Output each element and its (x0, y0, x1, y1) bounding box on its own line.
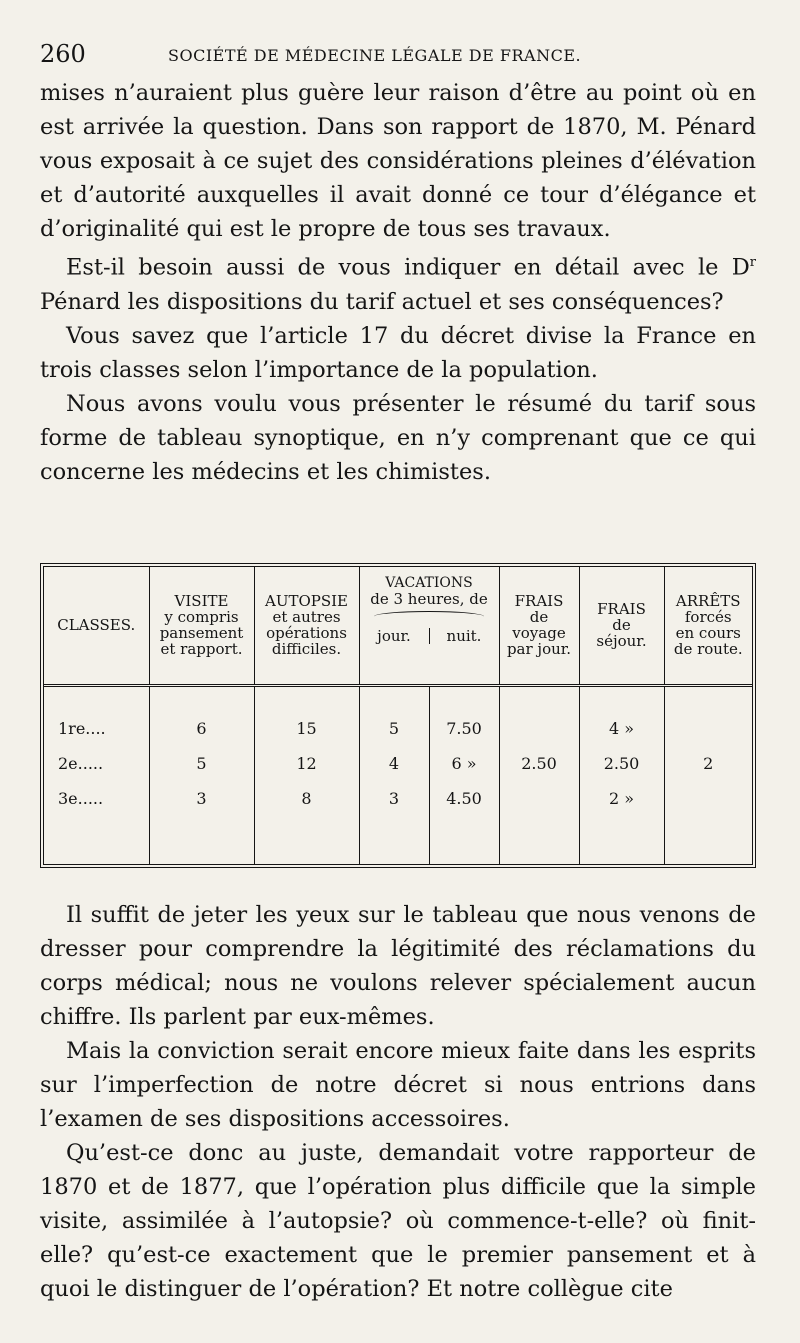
header-frais-sejour: FRAIS de séjour. (579, 567, 664, 685)
paragraph-text: Pénard les dispositions du tarif actuel et ses conséquences? (40, 288, 724, 315)
cell-jour: 3 (359, 781, 429, 816)
cell-visite: 5 (149, 746, 254, 781)
table-row (44, 746, 752, 781)
tariff-table-grid (44, 567, 752, 864)
header-autopsie: AUTOPSIE et autres opérations difficiles. (254, 567, 359, 685)
table-row (44, 781, 752, 816)
cell-arrets (664, 711, 752, 746)
cell-visite: 6 (149, 711, 254, 746)
page-header (40, 40, 760, 74)
header-nuit: nuit. (429, 628, 499, 644)
paragraph: Nous avons voulu vous présenter le résumé du tarif sous forme de tableau synoptique, en n’y comprenant que ce qui concerne les médecins et les chimistes. (40, 390, 756, 485)
paragraph (40, 246, 756, 319)
paragraph: Vous savez que l’article 17 du décret divise la France en trois classes selon l’importance de la population. (40, 322, 756, 383)
paragraph: Il suffit de jeter les yeux sur le tableau que nous venons de dresser pour comprendre la légitimité des réclamations du corps médical; nous ne voulons relever spécialement aucun chiffre. Ils parlent par eux-mêmes. (40, 902, 756, 1030)
header-vacations: VACATIONS de 3 heures, de jour. nuit. (359, 567, 499, 685)
cell-arrets (664, 781, 752, 816)
brace-divider (374, 611, 484, 622)
cell-autopsie: 15 (254, 711, 359, 746)
header-visite: VISITE y compris pansement et rapport. (149, 567, 254, 685)
cell-nuit: 4.50 (429, 781, 499, 816)
cell-autopsie: 12 (254, 746, 359, 781)
header-arrets: ARRÊTS forcés en cours de route. (664, 567, 752, 685)
header-classes: CLASSES. (44, 567, 149, 685)
cell-class: 3e..... (44, 781, 149, 816)
paragraph-text: Est-il besoin aussi de vous indiquer en détail avec le D (66, 254, 750, 281)
cell-jour: 4 (359, 746, 429, 781)
cell-voyage (499, 781, 579, 816)
cell-class: 1re.... (44, 711, 149, 746)
paragraph: Mais la conviction serait encore mieux faite dans les esprits sur l’imperfection de notre décret si nous entrions dans l’examen de ses dispositions accessoires. (40, 1038, 756, 1132)
cell-arrets: 2 (703, 754, 714, 774)
cell-autopsie: 8 (254, 781, 359, 816)
cell-class: 2e..... (44, 746, 149, 781)
cell-voyage (499, 711, 579, 746)
cell-nuit: 7.50 (429, 711, 499, 746)
cell-visite: 3 (149, 781, 254, 816)
cell-jour: 5 (359, 711, 429, 746)
cell-voyage: 2.50 (499, 746, 579, 781)
cell-sejour: 4 » (579, 711, 664, 746)
running-title: SOCIÉTÉ DE MÉDECINE LÉGALE DE FRANCE. (168, 46, 582, 65)
header-frais-voyage: FRAIS de voyage par jour. (499, 567, 579, 685)
cell-sejour: 2.50 (579, 746, 664, 781)
paragraph: Qu’est-ce donc au juste, demandait votre rapporteur de 1870 et de 1877, que l’opération plus difficile que la simple visite, assimilée à l’autopsie? où commence-t-elle? où finit-elle? qu’est-ce exactement que le premier pansement et à quoi le distinguer de l’opération? Et notre collègue cite (40, 1140, 756, 1302)
paragraph: mises n’auraient plus guère leur raison d’être au point où en est arrivée la question. Dans son rapport de 1870, M. Pénard vous exposait à ce sujet des considérations pleines d’élévation et d’autorité auxquelles il avait donné ce tour d’élégance et d’originalité qui est le propre de tous ses travaux. (40, 80, 756, 242)
page-number: 260 (40, 40, 86, 68)
header-jour: jour. (377, 627, 411, 645)
cell-nuit: 6 » (429, 746, 499, 781)
text-block-bottom (40, 898, 756, 1306)
cell-sejour: 2 » (579, 781, 664, 816)
tariff-table (40, 563, 756, 868)
superscript: r (749, 255, 756, 270)
table-row (44, 711, 752, 746)
text-block-top (40, 76, 756, 489)
